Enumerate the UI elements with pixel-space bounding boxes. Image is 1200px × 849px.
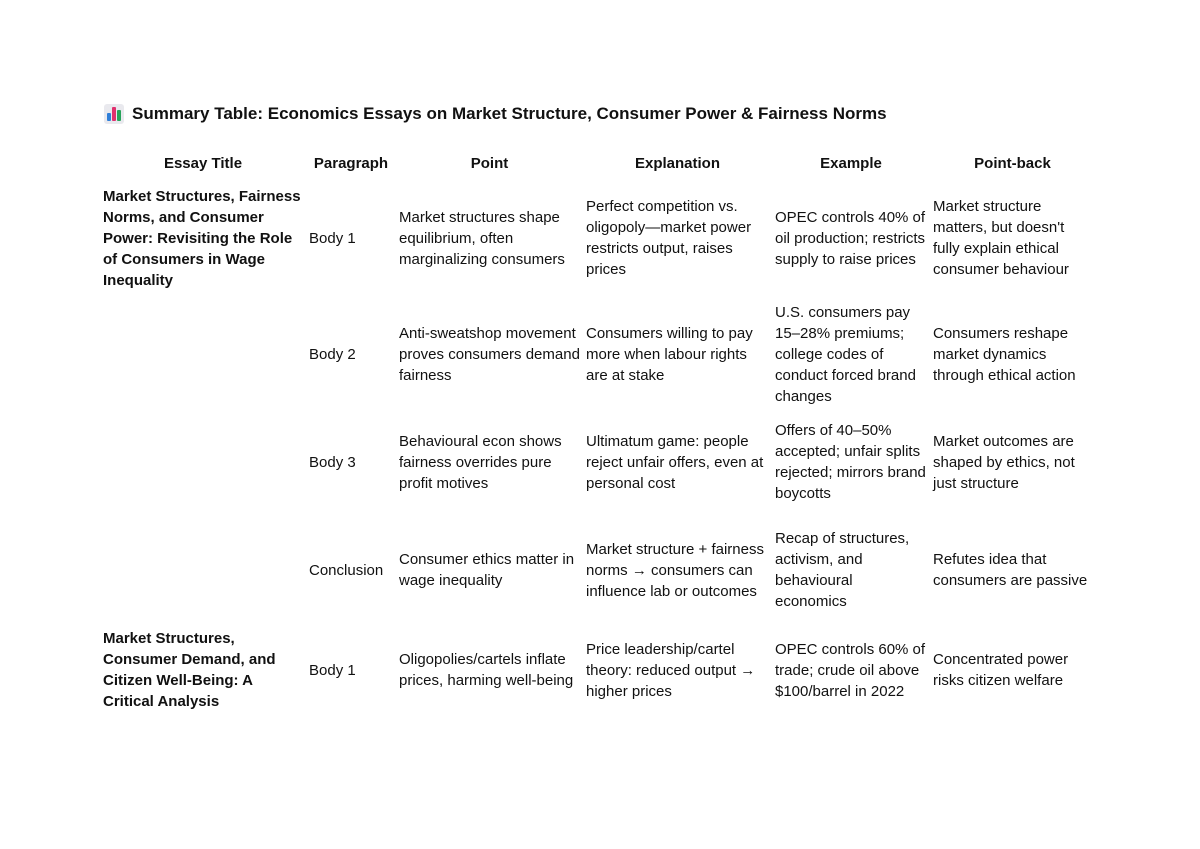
explanation-cell: Consumers willing to pay more when labour rights are at stake xyxy=(586,324,753,384)
pointback-cell: Market structure matters, but doesn't fully explain ethical consumer behaviour xyxy=(933,198,1069,278)
paragraph-cell: Body 2 xyxy=(309,345,356,363)
point-cell: Oligopolies/cartels inflate prices, harming well-being xyxy=(399,651,574,689)
essay-title-cell xyxy=(100,300,306,408)
pointback-cell: Concentrated power risks citizen welfare xyxy=(933,651,1069,689)
point-cell: Anti-sweatshop movement proves consumers demand fairness xyxy=(399,324,580,384)
example-cell: OPEC controls 60% of trade; crude oil above $100/barrel in 2022 xyxy=(775,640,926,700)
table-row xyxy=(100,516,1095,624)
table-row xyxy=(100,624,1095,716)
header-paragraph: Paragraph xyxy=(313,154,389,172)
summary-table xyxy=(100,150,1095,716)
header-explanation: Explanation xyxy=(634,154,720,172)
pointback-cell: Refutes idea that consumers are passive xyxy=(933,551,1088,589)
header-example: Example xyxy=(820,154,882,172)
explanation-cell: Ultimatum game: people reject unfair offers, even at personal cost xyxy=(586,432,764,492)
paragraph-cell: Conclusion xyxy=(309,561,384,579)
header-essay-title: Essay Title xyxy=(163,154,243,172)
pointback-cell: Consumers reshape market dynamics through ethical action xyxy=(933,324,1076,384)
paragraph-cell: Body 1 xyxy=(309,229,356,247)
table-row xyxy=(100,408,1095,516)
header-pointback: Point-back xyxy=(974,154,1051,172)
point-cell: Behavioural econ shows fairness overrides pure profit motives xyxy=(399,432,562,492)
explanation-cell: Price leadership/cartel theory: reduced output → higher prices xyxy=(586,640,756,700)
table-row xyxy=(100,300,1095,408)
essay-title-cell: Market Structures, Consumer Demand, and Citizen Well-Being: A Critical Analysis xyxy=(103,630,276,710)
example-cell: Recap of structures, activism, and behavioural economics xyxy=(775,530,910,610)
essay-title-cell xyxy=(100,408,306,516)
table-header-row xyxy=(100,150,1095,176)
paragraph-cell: Body 1 xyxy=(309,661,356,679)
essay-title-cell: Market Structures, Fairness Norms, and Consumer Power: Revisiting the Role of Consumers in Wage Inequality xyxy=(103,187,301,289)
document-title xyxy=(104,104,887,124)
example-cell: U.S. consumers pay 15–28% premiums; college codes of conduct forced brand changes xyxy=(775,303,916,405)
document-title-text: Summary Table: Economics Essays on Market Structure, Consumer Power & Fairness Norms xyxy=(132,104,887,123)
point-cell: Market structures shape equilibrium, often marginalizing consumers xyxy=(399,208,565,268)
point-cell: Consumer ethics matter in wage inequality xyxy=(399,551,575,589)
example-cell: OPEC controls 40% of oil production; restricts supply to raise prices xyxy=(775,208,926,268)
explanation-cell: Market structure + fairness norms → consumers can influence lab or outcomes xyxy=(586,540,764,600)
essay-title-cell xyxy=(100,516,306,624)
header-point: Point xyxy=(470,154,509,172)
pointback-cell: Market outcomes are shaped by ethics, not just structure xyxy=(933,432,1075,492)
paragraph-cell: Body 3 xyxy=(309,453,356,471)
example-cell: Offers of 40–50% accepted; unfair splits rejected; mirrors brand boycotts xyxy=(775,422,926,502)
table-row xyxy=(100,176,1095,300)
explanation-cell: Perfect competition vs. oligopoly—market power restricts output, raises prices xyxy=(586,198,752,278)
bar-chart-icon xyxy=(104,104,124,124)
